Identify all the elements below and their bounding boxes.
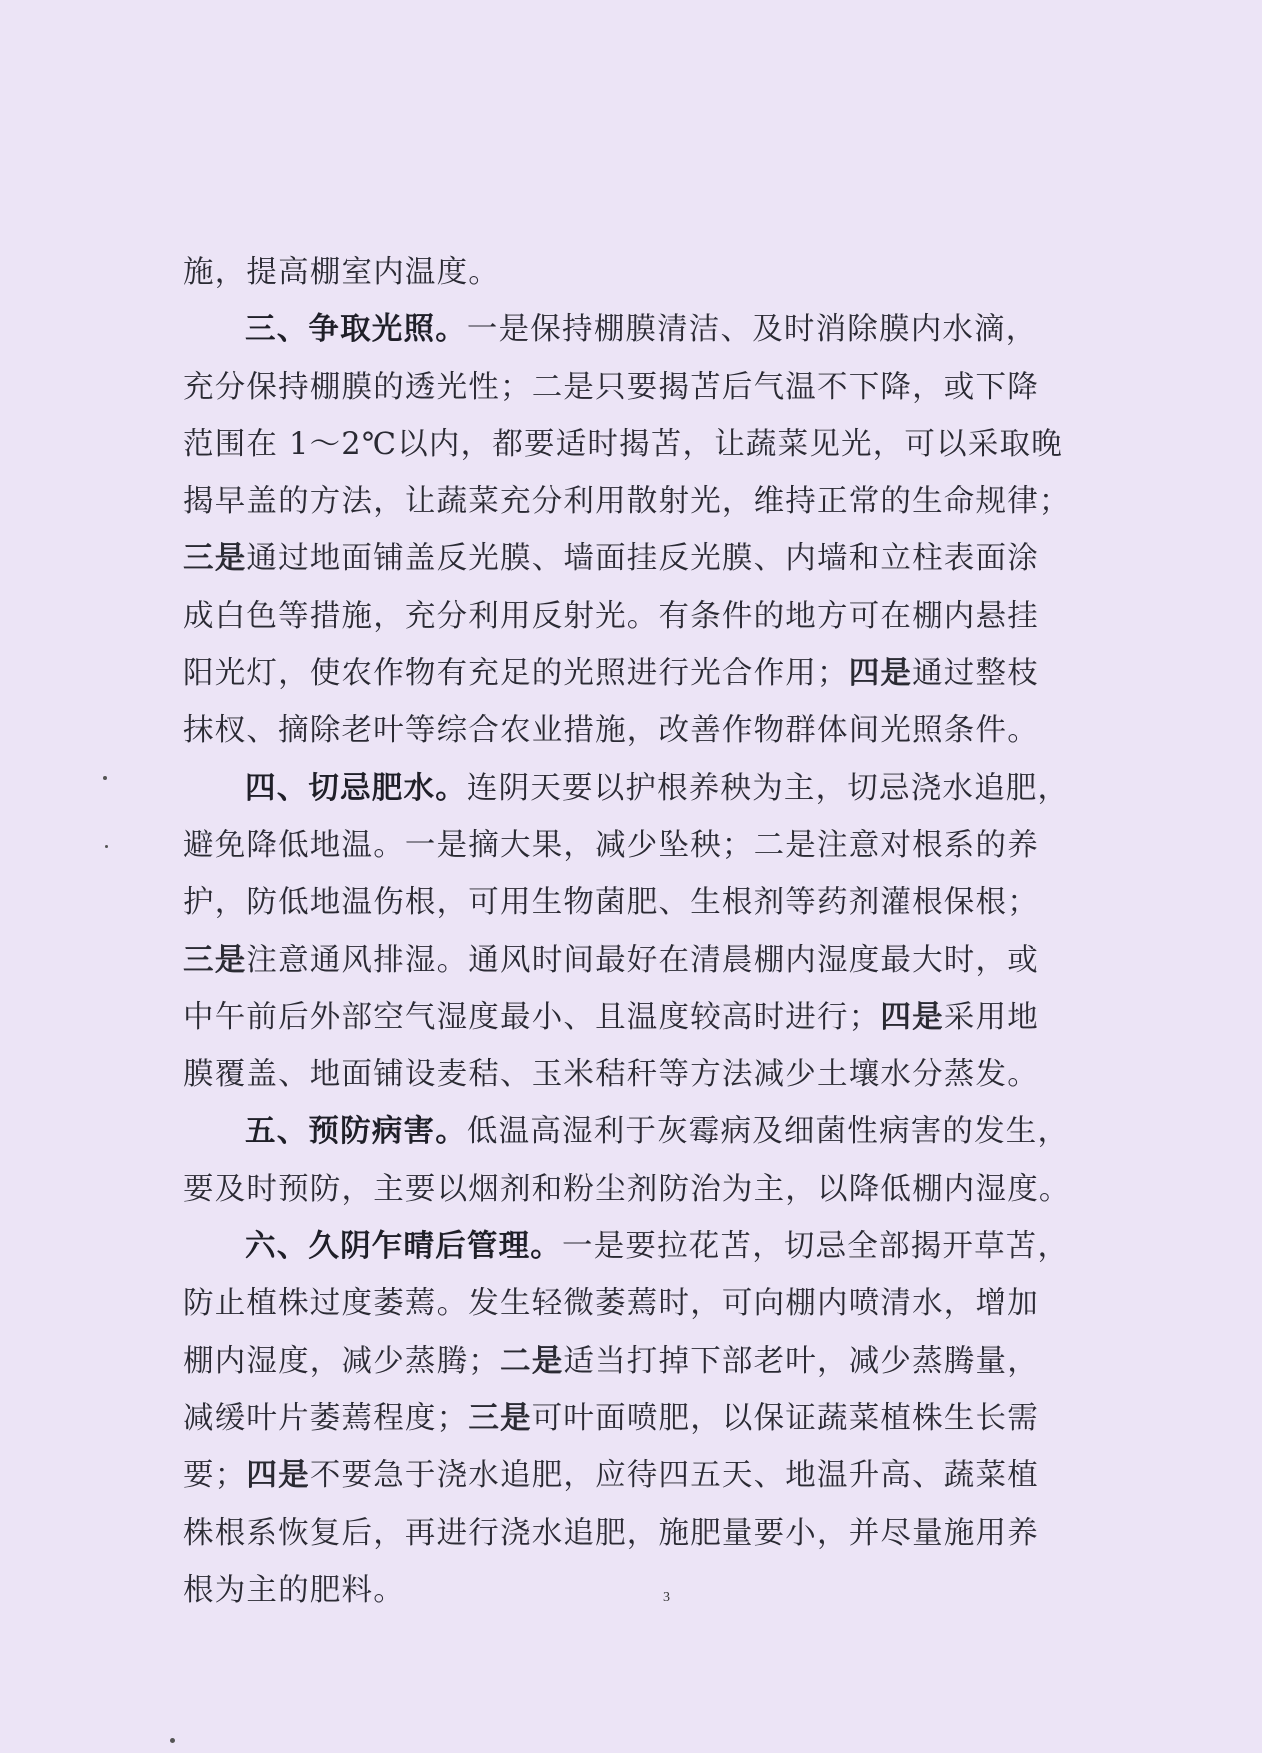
line-text: 低温高湿利于灰霉病及细菌性病害的发生， — [466, 1114, 1070, 1150]
line-text: 避免降低地温。一是摘大果，减少坠秧；二是注意对根系的养 — [183, 827, 1039, 863]
scan-speck — [105, 845, 108, 848]
text-line-1 — [183, 244, 1098, 301]
text-line-24 — [183, 1562, 1098, 1619]
line-text: 一是保持棚膜清洁、及时消除膜内水滴， — [466, 312, 1038, 348]
paragraph-three-start — [183, 301, 1098, 358]
text-line-14 — [183, 989, 1098, 1046]
emphasis-text: 三是 — [183, 942, 247, 978]
emphasis-text: 二是 — [500, 1343, 564, 1379]
line-text: 范围在 1～2℃以内，都要适时揭苫，让蔬菜见光，可以采取晚 — [183, 426, 1063, 462]
text-line-15 — [183, 1046, 1098, 1103]
scan-speck — [103, 776, 107, 780]
text-line-9 — [183, 702, 1098, 759]
line-text: 根为主的肥料。 — [183, 1572, 405, 1608]
line-text: 连阴天要以护根养秧为主，切忌浇水追肥， — [466, 770, 1070, 806]
text-line-17 — [183, 1161, 1098, 1218]
emphasis-text: 四是 — [880, 999, 944, 1035]
line-text: 通过地面铺盖反光膜、墙面挂反光膜、内墙和立柱表面涂 — [246, 541, 1039, 577]
text-line-22 — [183, 1447, 1098, 1504]
text-line-11 — [183, 817, 1098, 874]
emphasis-text: 四是 — [246, 1458, 310, 1494]
line-text: 棚内湿度，减少蒸腾； — [183, 1343, 500, 1379]
line-text: 减缓叶片萎蔫程度； — [183, 1400, 469, 1436]
line-text: 充分保持棚膜的透光性；二是只要揭苫后气温不下降，或下降 — [183, 369, 1039, 405]
emphasis-text: 三是 — [183, 541, 247, 577]
line-text: 株根系恢复后，再进行浇水追肥，施肥量要小，并尽量施用养 — [183, 1515, 1039, 1551]
text-line-7 — [183, 588, 1098, 645]
line-text: 通过整枝 — [912, 656, 1039, 692]
line-text: 揭早盖的方法，让蔬菜充分利用散射光，维持正常的生命规律； — [183, 484, 1071, 520]
line-text: 适当打掉下部老叶，减少蒸腾量， — [563, 1343, 1039, 1379]
line-text: 抹杈、摘除老叶等综合农业措施，改善作物群体间光照条件。 — [183, 713, 1039, 749]
line-text: 不要急于浇水追肥，应待四五天、地温升高、蔬菜植 — [309, 1458, 1039, 1494]
text-line-3 — [183, 359, 1098, 416]
line-text: 可叶面喷肥，以保证蔬菜植株生长需 — [531, 1400, 1039, 1436]
line-text: 一是要拉花苫，切忌全部揭开草苫， — [562, 1229, 1070, 1265]
line-text: 防止植株过度萎蔫。发生轻微萎蔫时，可向棚内喷清水，增加 — [183, 1286, 1039, 1322]
section-heading-four: 四、切忌肥水。 — [245, 770, 467, 806]
page-number: 3 — [663, 1590, 670, 1605]
text-line-5 — [183, 473, 1098, 530]
scan-margin — [1262, 0, 1275, 1753]
scan-speck — [170, 1738, 175, 1743]
line-text: 要及时预防，主要以烟剂和粉尘剂防治为主，以降低棚内湿度。 — [183, 1171, 1071, 1207]
section-heading-three: 三、争取光照。 — [245, 312, 467, 348]
text-line-13 — [183, 932, 1098, 989]
line-text: 注意通风排湿。通风时间最好在清晨棚内湿度最大时，或 — [246, 942, 1039, 978]
line-text: 要； — [183, 1458, 247, 1494]
line-text: 中午前后外部空气湿度最小、且温度较高时进行； — [183, 999, 881, 1035]
emphasis-text: 四是 — [848, 656, 913, 692]
text-line-4 — [183, 416, 1098, 473]
paragraph-six-start — [183, 1218, 1098, 1275]
line-text: 采用地 — [943, 999, 1039, 1035]
document-body — [183, 244, 1098, 1619]
line-text: 护，防低地温伤根，可用生物菌肥、生根剂等药剂灌根保根； — [183, 885, 1039, 921]
section-heading-five: 五、预防病害。 — [245, 1114, 467, 1150]
text-line-23 — [183, 1505, 1098, 1562]
text-line-6 — [183, 530, 1098, 587]
section-heading-six: 六、久阴乍晴后管理。 — [245, 1229, 562, 1265]
line-text: 阳光灯，使农作物有充足的光照进行光合作用； — [183, 656, 849, 692]
text-line-21 — [183, 1390, 1098, 1447]
text-line-19 — [183, 1275, 1098, 1332]
line-text: 成白色等措施，充分利用反射光。有条件的地方可在棚内悬挂 — [183, 598, 1039, 634]
paragraph-five-start — [183, 1103, 1098, 1160]
text-line-20 — [183, 1333, 1098, 1390]
emphasis-text: 三是 — [468, 1400, 532, 1436]
text-line-8 — [183, 645, 1098, 702]
line-text: 膜覆盖、地面铺设麦秸、玉米秸秆等方法减少土壤水分蒸发。 — [183, 1057, 1039, 1093]
paragraph-four-start — [183, 760, 1098, 817]
line-text: 施，提高棚室内温度。 — [183, 255, 500, 290]
text-line-12 — [183, 874, 1098, 931]
